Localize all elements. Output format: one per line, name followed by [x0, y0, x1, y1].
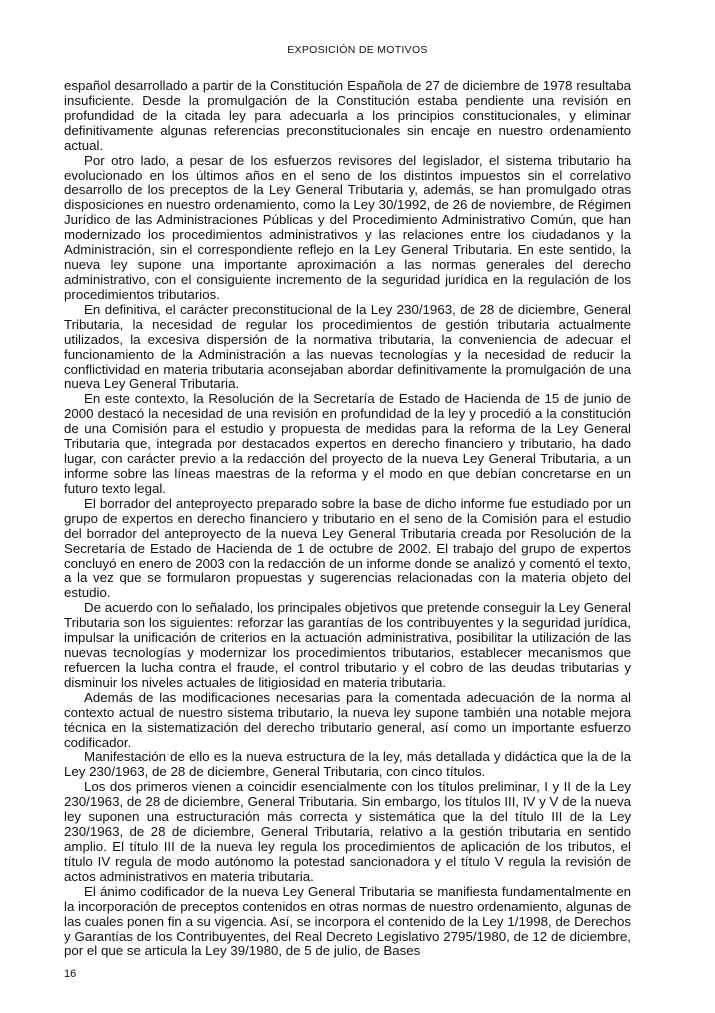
paragraph: En definitiva, el carácter preconstitucional de la Ley 230/1963, de 28 de diciembre, General Tributaria, la necesidad de regular los procedimientos de gestión tributaria actualmente utilizados, la excesiva dispersión de la normativa tributaria, la conveniencia de adecuar el funcionamiento de la Administración a las nuevas tecnologías y la necesidad de reducir la conflictividad en materia tributaria aconsejaban abordar definitivamente la promulgación de una nueva Ley General Tributaria. — [64, 301, 631, 392]
body-text — [64, 79, 631, 959]
paragraph: El ánimo codificador de la nueva Ley General Tributaria se manifiesta fundamentalmente en la incorporación de preceptos contenidos en otras normas de nuestro ordenamiento, algunas de las cuales ponen fin a su vigencia. Así, se incorpora el contenido de la Ley 1/1998, de Derechos y Garantías de los Contribuyentes, del Real Decreto Legislativo 2795/1980, de 12 de diciembre, por el que se articula la Ley 39/1980, de 5 de julio, de Bases — [64, 883, 631, 959]
paragraph: Manifestación de ello es la nueva estructura de la ley, más detallada y didáctica que la de la Ley 230/1963, de 28 de diciembre, General Tributaria, con cinco títulos. — [64, 749, 631, 780]
paragraph: De acuerdo con lo señalado, los principales objetivos que pretende conseguir la Ley General Tributaria son los siguientes: reforzar las garantías de los contribuyentes y la seguridad jurídica, impulsar la unificación de criterios en la actuación administrativa, posibilitar la utilización de las nuevas tecnologías y modernizar los procedimientos tributarios, establecer mecanismos que refuercen la lucha contra el fraude, el control tributario y el cobro de las deudas tributarias y disminuir los niveles actuales de litigiosidad en materia tributaria. — [64, 600, 631, 690]
running-header: EXPOSICIÓN DE MOTIVOS — [287, 44, 428, 56]
page-number: 16 — [64, 968, 77, 980]
paragraph: En este contexto, la Resolución de la Secretaría de Estado de Hacienda de 15 de junio de 2000 destacó la necesidad de una revisión en profundidad de la ley y procedió a la constitución de una Comisión para el estudio y propuesta de medidas para la reforma de la Ley General Tributaria que, integrada por destacados expertos en derecho financiero y tributario, ha dado lugar, con carácter previo a la redacción del proyecto de la nueva Ley General Tributaria, a un informe sobre las líneas maestras de la reforma y el modo en que debían concretarse en un futuro texto legal. — [64, 391, 631, 496]
paragraph: El borrador del anteproyecto preparado sobre la base de dicho informe fue estudiado por un grupo de expertos en derecho financiero y tributario en el seno de la Comisión para el estudio del borrador del anteproyecto de la nueva Ley General Tributaria creada por Resolución de la Secretaría de Estado de Hacienda de 1 de octubre de 2002. El trabajo del grupo de expertos concluyó en enero de 2003 con la redacción de un informe donde se analizó y comentó el texto, a la vez que se formularon propuestas y sugerencias relacionadas con la materia objeto del estudio. — [64, 495, 631, 601]
paragraph: Los dos primeros vienen a coincidir esencialmente con los títulos preliminar, I y II de la Ley 230/1963, de 28 de diciembre, General Tributaria. Sin embargo, los títulos III, IV y V de la nueva ley suponen una estructuración más correcta y sistemática que la del título III de la Ley 230/1963, de 28 de diciembre, General Tributaria, relativo a la gestión tributaria en sentido amplio. El título III de la nueva ley regula los procedimientos de aplicación de los tributos, el título IV regula de modo autónomo la potestad sancionadora y el título V regula la revisión de actos administrativos en materia tributaria. — [64, 779, 631, 884]
paragraph: Por otro lado, a pesar de los esfuerzos revisores del legislador, el sistema tributario ha evolucionado en los últimos años en el seno de los distintos impuestos sin el correlativo desarrollo de los preceptos de la Ley General Tributaria y, además, se han promulgado otras disposiciones en nuestro ordenamiento, como la Ley 30/1992, de 26 de noviembre, de Régimen Jurídico de las Administraciones Públicas y del Procedimiento Administrativo Común, que han modernizado los procedimientos administrativos y las relaciones entre los ciudadanos y la Administración, sin el correspondiente reflejo en la Ley General Tributaria. En este sentido, la nueva ley supone una importante aproximación a las normas generales del derecho administrativo, con el consiguiente incremento de la seguridad jurídica en la regulación de los procedimientos tributarios. — [64, 152, 631, 302]
paragraph: español desarrollado a partir de la Constitución Española de 27 de diciembre de 1978 resultaba insuficiente. Desde la promulgación de la Constitución estaba pendiente una revisión en profundidad de la citada ley para adecuarla a los principios constitucionales, y eliminar definitivamente algunas referencias preconstitucionales sin encaje en nuestro ordenamiento actual. — [64, 78, 631, 153]
paragraph: Además de las modificaciones necesarias para la comentada adecuación de la norma al contexto actual de nuestro sistema tributario, la nueva ley supone también una notable mejora técnica en la sistematización del derecho tributario general, así como un importante esfuerzo codificador. — [64, 689, 631, 750]
